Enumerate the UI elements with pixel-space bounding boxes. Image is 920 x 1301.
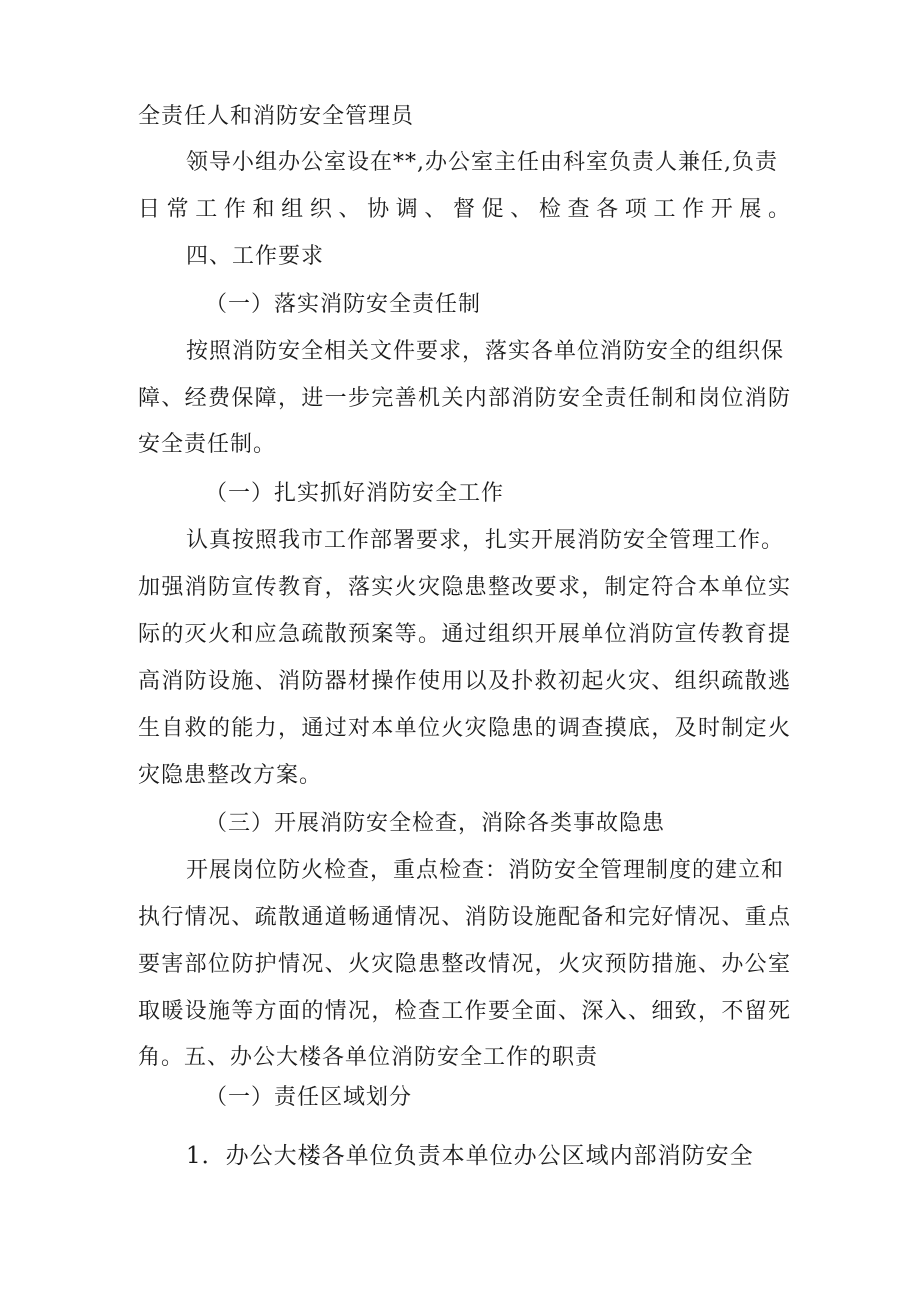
text-line: 角。五、办公大楼各单位消防安全工作的职责 (138, 1045, 599, 1070)
paragraph-first-line: 开展岗位防火检查，重点检查：消防安全管理制度的建立和 (186, 858, 785, 883)
text-line: 要害部位防护情况、火灾隐患整改情况，火灾预防措施、办公室 (138, 952, 790, 977)
text-line: 际的灭火和应急疏散预案等。通过组织开展单位消防宣传教育提 (138, 622, 790, 647)
text-line: 障、经费保障，进一步完善机关内部消防安全责任制和岗位消防 (138, 386, 790, 411)
subsection-heading: （一）责任区域划分 (205, 1085, 413, 1110)
text-line: 生自救的能力，通过对本单位火灾隐患的调查摸底，及时制定火 (138, 716, 790, 741)
text-line: 日常工作和组织、协调、督促、检查各项工作开展。 (138, 197, 790, 222)
paragraph-first-line: 按照消防安全相关文件要求，落实各单位消防安全的组织保 (186, 339, 785, 364)
section-heading: 四、工作要求 (186, 244, 325, 269)
text-line: 高消防设施、消防器材操作使用以及扑救初起火灾、组织疏散逃 (138, 669, 790, 694)
subsection-heading: （一）扎实抓好消防安全工作 (205, 481, 505, 506)
text-line: 取暖设施等方面的情况，检查工作要全面、深入、细致，不留死 (138, 999, 790, 1024)
text-line: 灾隐患整改方案。 (138, 763, 323, 788)
text-line: 安全责任制。 (138, 432, 277, 457)
text-line: 加强消防宣传教育，落实火灾隐患整改要求，制定符合本单位实 (138, 575, 790, 600)
paragraph-first-line: 领导小组办公室设在**,办公室主任由科室负责人兼任,负责 (186, 150, 778, 175)
subsection-heading: （一）落实消防安全责任制 (205, 292, 482, 317)
subsection-heading: （三）开展消防安全检查，消除各类事故隐患 (205, 811, 666, 836)
text-line: 全责任人和消防安全管理员 (138, 104, 415, 129)
paragraph-first-line: 认真按照我市工作部署要求，扎实开展消防安全管理工作。 (186, 528, 785, 553)
numbered-item: 1．办公大楼各单位负责本单位办公区域内部消防安全 (186, 1143, 754, 1169)
text-line: 执行情况、疏散通道畅通情况、消防设施配备和完好情况、重点 (138, 905, 790, 930)
